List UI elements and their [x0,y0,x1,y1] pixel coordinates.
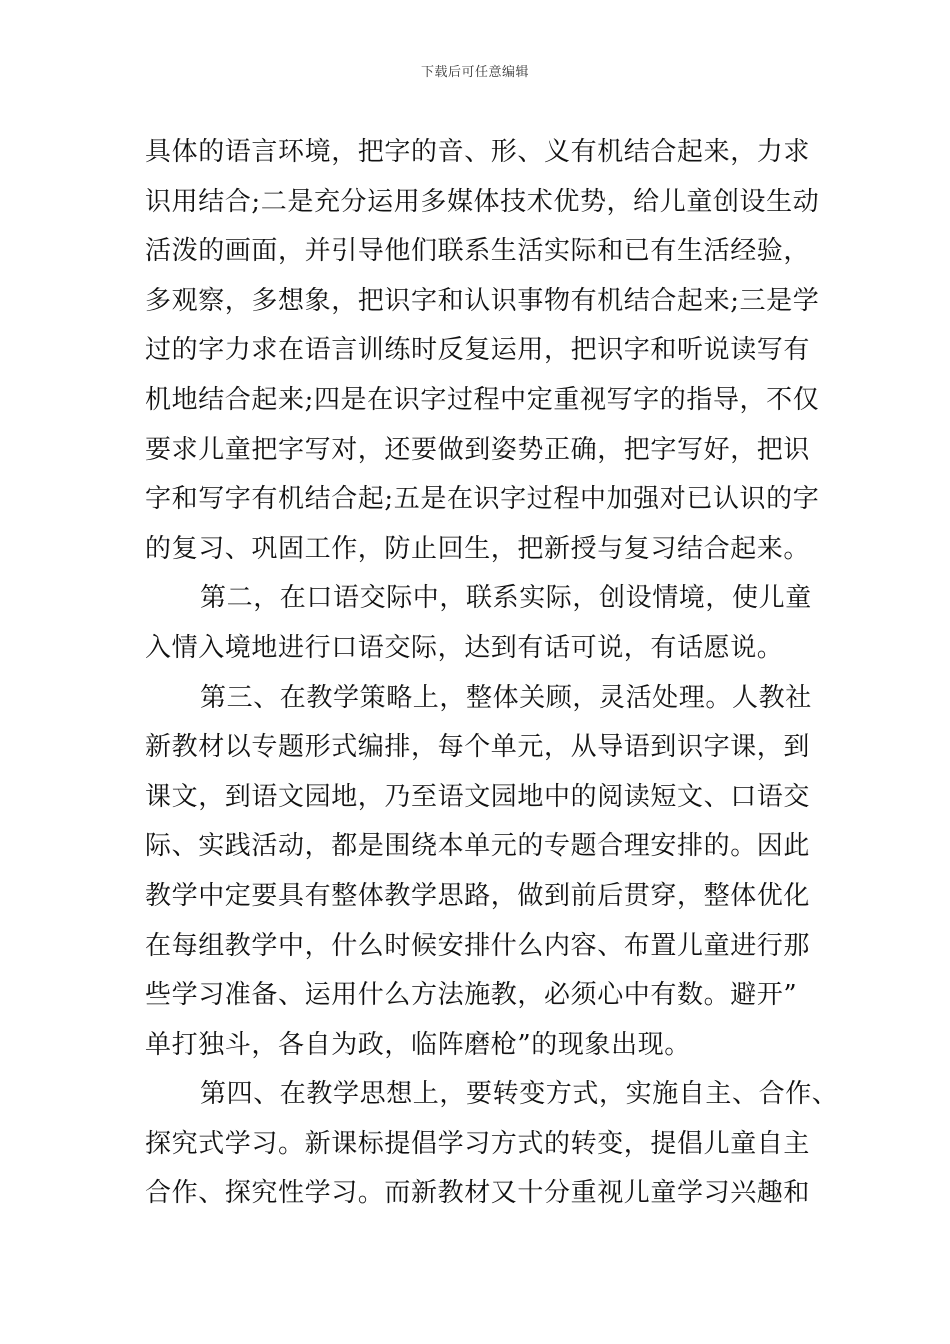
text-line: 识用结合;二是充分运用多媒体技术优势，给儿童创设生动 [145,186,820,217]
text-line: 要求儿童把字写对，还要做到姿势正确，把字写好，把识 [145,434,811,465]
text-line: 第四、在教学思想上，要转变方式，实施自主、合作、 [200,1079,839,1110]
text-line: 教学中定要具有整体教学思路，做到前后贯穿，整体优化 [145,880,811,911]
text-line: 合作、探究性学习。而新教材又十分重视儿童学习兴趣和 [145,1178,811,1209]
text-line: 单打独斗，各自为政，临阵磨枪”的现象出现。 [145,1029,691,1060]
text-line: 第三、在教学策略上，整体关顾，灵活处理。人教社 [200,682,812,713]
page-header: 下载后可任意编辑 [420,65,529,80]
text-line: 际、实践活动，都是围绕本单元的专题合理安排的。因此 [145,831,811,862]
text-line: 多观察，多想象，把识字和认识事物有机结合起来;三是学 [145,285,820,316]
text-line: 机地结合起来;四是在识字过程中定重视写字的指导，不仅 [145,384,820,415]
text-line: 过的字力求在语言训练时反复运用，把识字和听说读写有 [145,335,811,366]
text-line: 活泼的画面，并引导他们联系生活实际和已有生活经验， [145,236,811,267]
text-line: 入情入境地进行口语交际，达到有话可说，有话愿说。 [145,632,784,663]
text-line: 在每组教学中，什么时候安排什么内容、布置儿童进行那 [145,930,811,961]
text-line: 字和写字有机结合起;五是在识字过程中加强对已认识的字 [145,484,820,515]
body-text [145,128,839,1219]
text-line: 探究式学习。新课标提倡学习方式的转变，提倡儿童自主 [145,1128,811,1159]
text-line: 的复习、巩固工作，防止回生，把新授与复习结合起来。 [145,533,811,564]
text-line: 第二，在口语交际中，联系实际，创设情境，使儿童 [200,583,812,614]
text-line: 课文，到语文园地，乃至语文园地中的阅读短文、口语交 [145,781,811,812]
text-line: 具体的语言环境，把字的音、形、义有机结合起来，力求 [145,137,811,167]
text-line: 些学习准备、运用什么方法施教，必须心中有数。避开” [145,980,798,1011]
text-line: 新教材以专题形式编排，每个单元，从导语到识字课，到 [145,732,811,763]
